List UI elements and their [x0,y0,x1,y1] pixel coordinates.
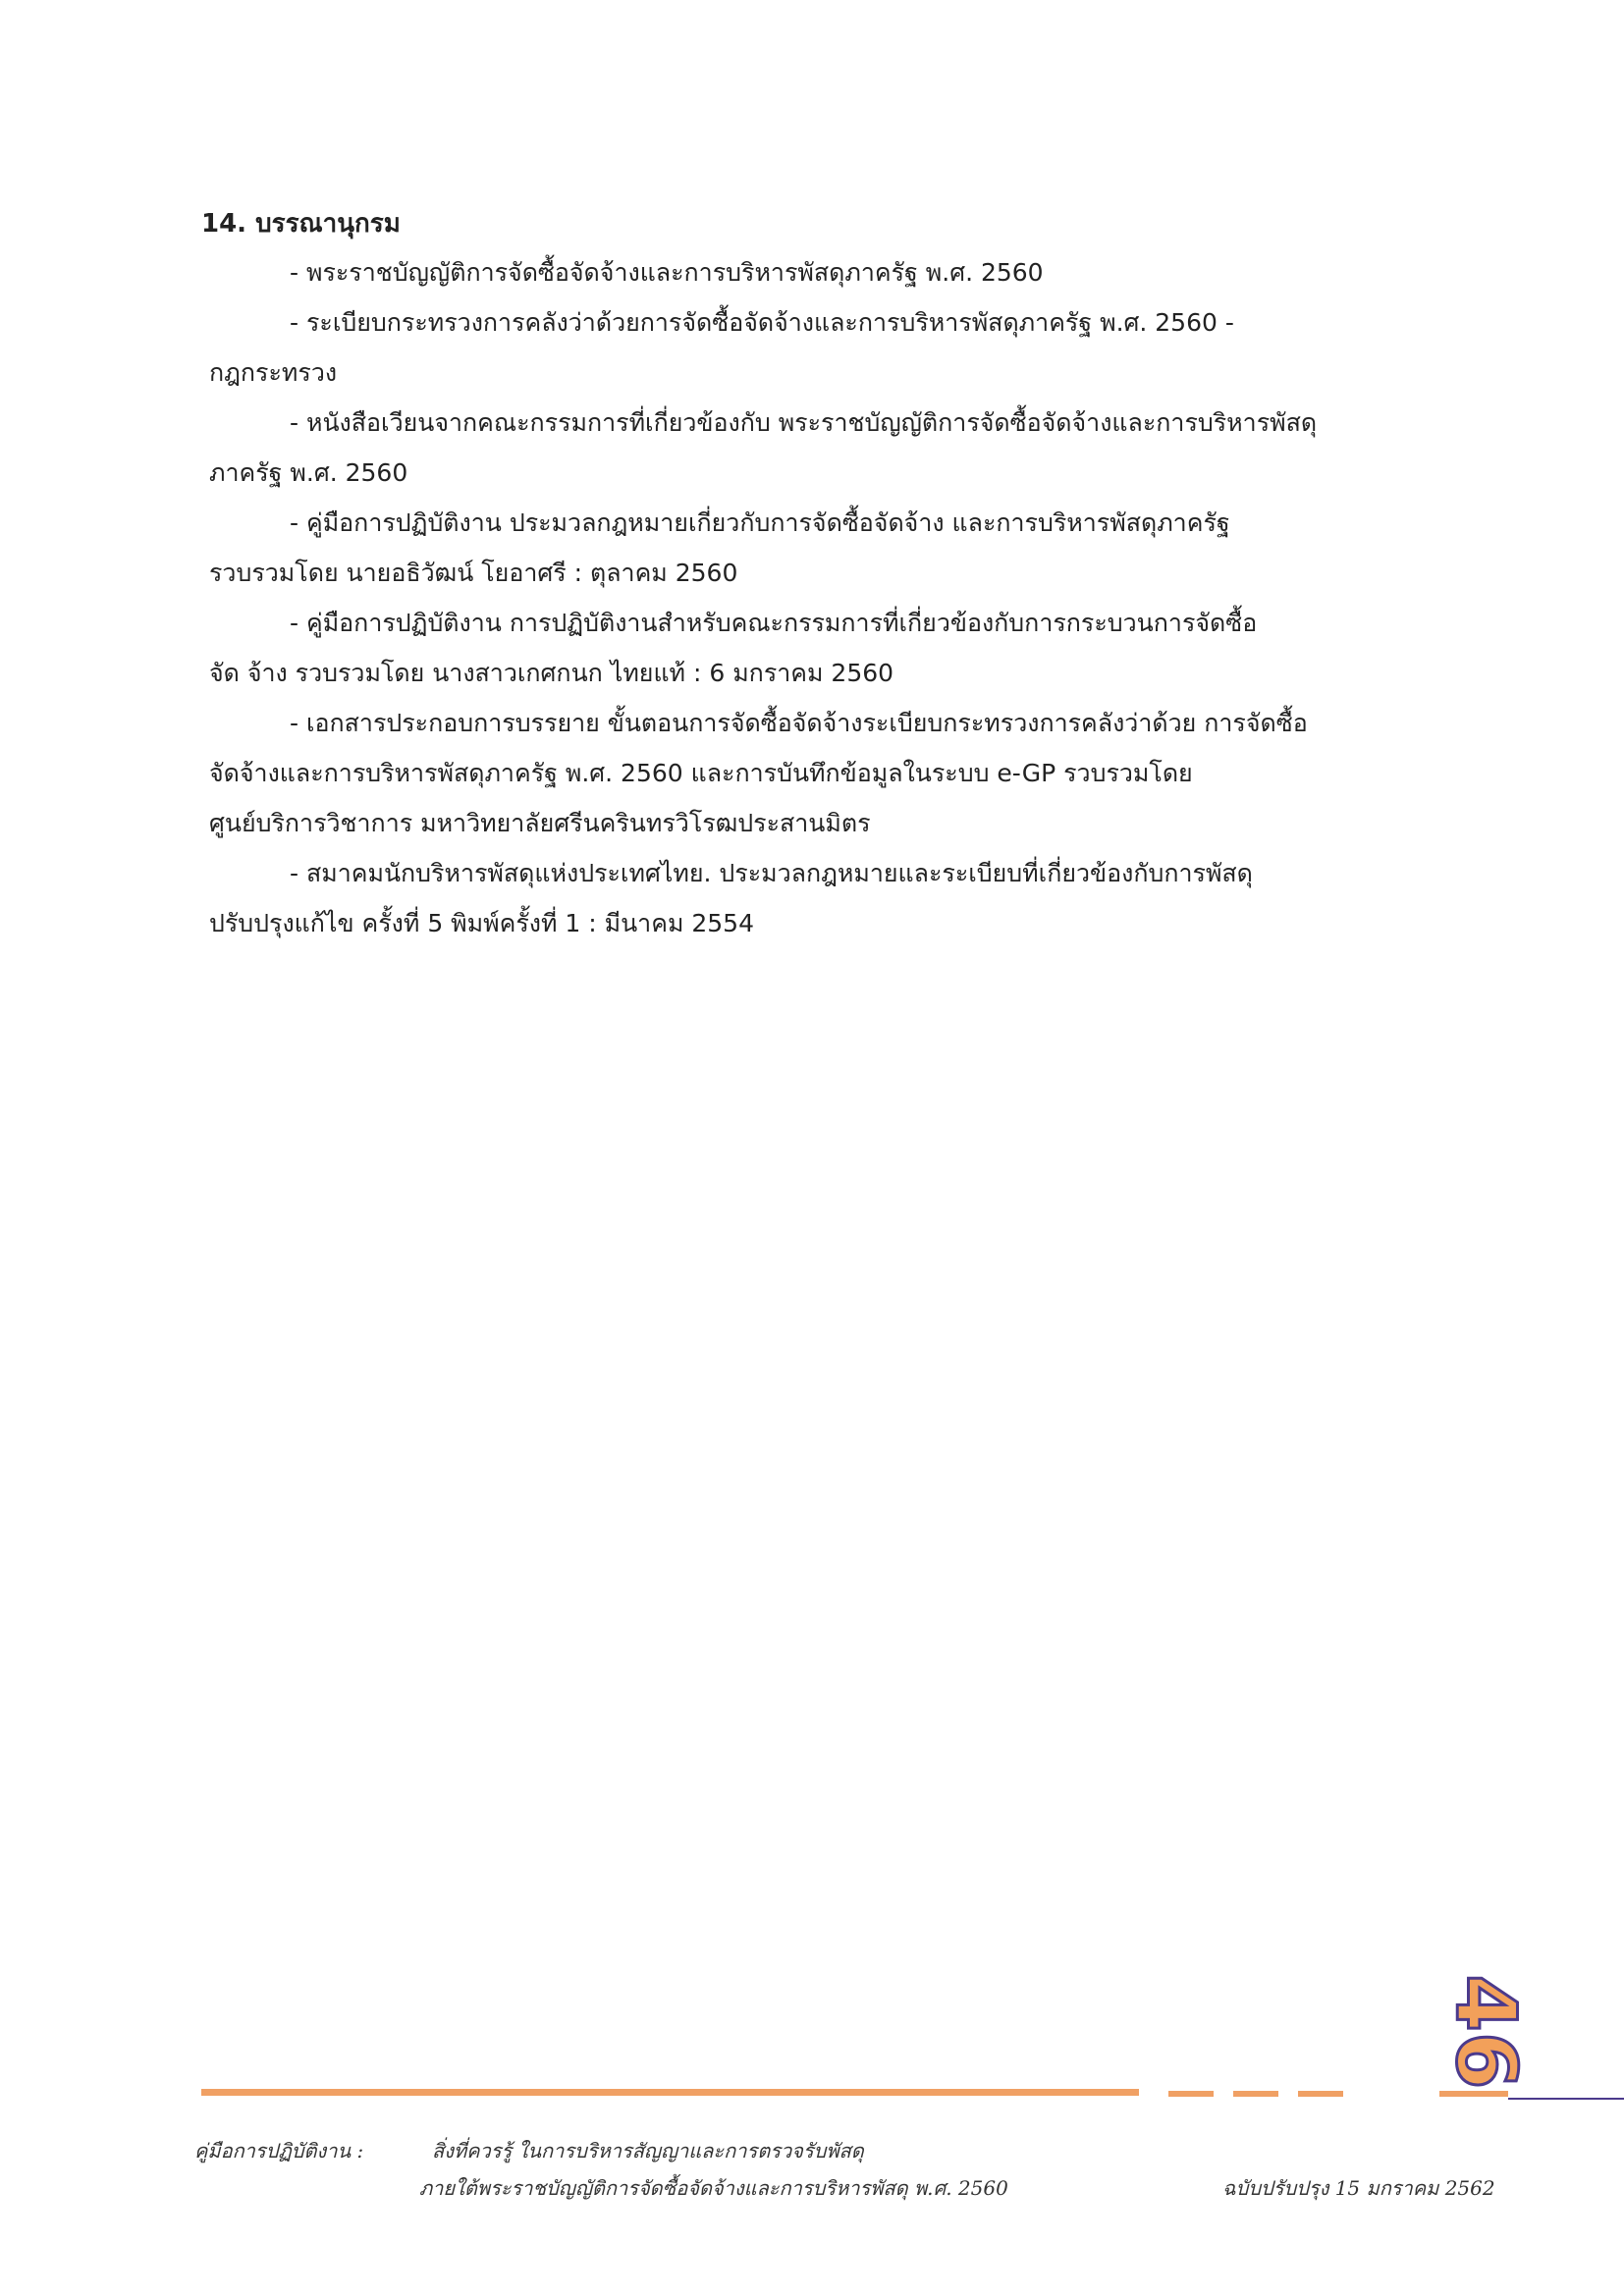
section-heading: 14. บรรณานุกรม [201,209,401,239]
footer-rule-right [1439,2091,1508,2097]
reference-continuation-line: จัดจ้างและการบริหารพัสดุภาครัฐ พ.ศ. 2560 และการบันทึกข้อมูลในระบบ e-GP รวบรวมโดย [209,759,1193,787]
reference-first-line: - สมาคมนักบริหารพัสดุแห่งประเทศไทย. ประมวลกฎหมายและระเบียบที่เกี่ยวข้องกับการพัสดุ [290,859,1253,887]
reference-entry [201,297,1419,398]
footer-label: คู่มือการปฏิบัติงาน : [194,2139,364,2163]
reference-continuation-line: รวบรวมโดย นายอธิวัฒน์ โยอาศรี : ตุลาคม 2560 [209,559,738,587]
reference-first-line: - คู่มือการปฏิบัติงาน ประมวลกฎหมายเกี่ยวกับการจัดซื้อจัดจ้าง และการบริหารพัสดุภาครัฐ [290,508,1230,537]
page-number: 46 [1437,1974,1534,2090]
reference-first-line: - พระราชบัญญัติการจัดซื้อจัดจ้างและการบริหารพัสดุภาครัฐ พ.ศ. 2560 [290,258,1044,287]
reference-entry [201,398,1419,498]
footer-rule-dash-2 [1233,2091,1278,2097]
reference-first-line: - หนังสือเวียนจากคณะกรรมการที่เกี่ยวข้องกับ พระราชบัญญัติการจัดซื้อจัดจ้างและการบริหารพัสดุ [290,408,1318,437]
footer-rule-dash-1 [1168,2091,1214,2097]
footer-title-line2: ภายใต้พระราชบัญญัติการจัดซื้อจัดจ้างและการบริหารพัสดุ พ.ศ. 2560 [419,2176,1008,2200]
footer-rule-dash-3 [1298,2091,1343,2097]
footer-edition: ฉบับปรับปรุง 15 มกราคม 2562 [1222,2176,1495,2200]
reference-entry [201,498,1419,598]
reference-first-line: - คู่มือการปฏิบัติงาน การปฏิบัติงานสำหรับคณะกรรมการที่เกี่ยวข้องกับการกระบวนการจัดซื้อ [290,609,1258,637]
footer-rule-purple [1508,2098,1624,2100]
reference-first-line: - ระเบียบกระทรวงการคลังว่าด้วยการจัดซื้อจัดจ้างและการบริหารพัสดุภาครัฐ พ.ศ. 2560 - [290,308,1234,337]
reference-entry [201,247,1419,297]
footer-title-line1: สิ่งที่ควรรู้ ในการบริหารสัญญาและการตรวจรับพัสดุ [432,2139,864,2163]
bibliography-section [201,204,1419,948]
reference-continuation-line: ศูนย์บริการวิชาการ มหาวิทยาลัยศรีนครินทรวิโรฒประสานมิตร [209,809,871,837]
reference-list [201,247,1419,948]
reference-continuation-line: จัด จ้าง รวบรวมโดย นางสาวเกศกนก ไทยแท้ : 6 มกราคม 2560 [209,659,894,687]
reference-entry [201,698,1419,848]
reference-continuation-line: ปรับปรุงแก้ไข ครั้งที่ 5 พิมพ์ครั้งที่ 1 : มีนาคม 2554 [209,909,754,937]
reference-entry [201,848,1419,948]
reference-entry [201,598,1419,698]
footer-rule-long [201,2089,1139,2096]
reference-continuation-line: ภาครัฐ พ.ศ. 2560 [209,458,408,487]
reference-first-line: - เอกสารประกอบการบรรยาย ขั้นตอนการจัดซื้อจัดจ้างระเบียบกระทรวงการคลังว่าด้วย การจัดซื้อ [290,709,1308,737]
reference-continuation-line: กฎกระทรวง [209,358,338,387]
